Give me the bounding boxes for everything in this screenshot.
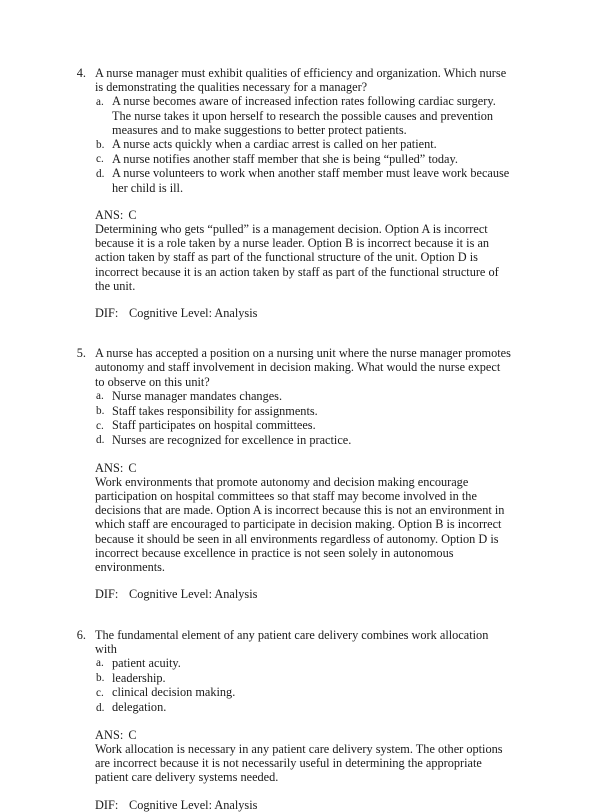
dif-value: Cognitive Level: Analysis xyxy=(129,587,258,602)
dif-line xyxy=(95,306,512,320)
dif-value: Cognitive Level: Analysis xyxy=(129,306,258,321)
option-text: A nurse notifies another staff member that she is being “pulled” today. xyxy=(112,151,458,166)
rationale-text: Work environments that promote autonomy and decision making encourage participation on hospital committees so that staff may become involved in the decisions that are made. Option A is incorrect because this is not an environment in which staff are encouraged to participate in decision making. Option B is incorrect because it should be seen in all environments regardless of autonomy. Option D is incorrect because excellence in practice is not seen solely in autonomous environments. xyxy=(95,474,505,575)
option-item xyxy=(70,433,512,448)
dif-line xyxy=(95,587,512,601)
option-letter: d. xyxy=(96,167,105,180)
option-item xyxy=(70,656,512,671)
dif-label: DIF: xyxy=(95,587,119,602)
option-list xyxy=(70,94,512,194)
answer-label: ANS: xyxy=(95,207,124,222)
dif-label: DIF: xyxy=(95,306,119,321)
option-item xyxy=(70,700,512,715)
option-text: delegation. xyxy=(112,700,167,715)
question-stem-text: The fundamental element of any patient care delivery combines work allocation with xyxy=(95,627,489,656)
option-list xyxy=(70,656,512,715)
answer-line xyxy=(95,728,512,742)
option-item xyxy=(70,152,512,167)
option-text: A nurse volunteers to work when another staff member must leave work because her child is ill. xyxy=(112,166,510,195)
question-block xyxy=(70,66,512,320)
rationale-text: Work allocation is necessary in any patient care delivery system. The other options are incorrect because it is not necessarily useful in determining the appropriate patient care delivery systems needed. xyxy=(95,741,503,785)
question-stem-text: A nurse manager must exhibit qualities of efficiency and organization. Which nurse is demonstrating the qualities necessary for a manager? xyxy=(95,66,507,95)
option-item xyxy=(70,418,512,433)
option-letter: c. xyxy=(96,686,104,699)
dif-label: DIF: xyxy=(95,797,119,812)
answer-label: ANS: xyxy=(95,460,124,475)
option-letter: b. xyxy=(96,405,105,418)
option-letter: c. xyxy=(96,419,104,432)
option-text: clinical decision making. xyxy=(112,685,236,700)
rationale-text: Determining who gets “pulled” is a management decision. Option A is incorrect because it is a role taken by a nurse leader. Option B is incorrect because it is an action taken by staff as part of the functional structure of the unit. Option D is incorrect because it is an action taken by staff as part of the functional structure of the unit. xyxy=(95,222,499,293)
dif-value: Cognitive Level: Analysis xyxy=(129,797,258,812)
answer-label: ANS: xyxy=(95,727,124,742)
option-text: A nurse becomes aware of increased infection rates following cardiac surgery. The nurse takes it upon herself to research the possible causes and prevention measures and to make suggestions to better protect patients. xyxy=(112,94,496,137)
question-stem xyxy=(70,628,512,656)
question-block xyxy=(70,346,512,601)
answer-value: C xyxy=(128,727,137,742)
question-block xyxy=(70,628,512,812)
option-text: Staff participates on hospital committees. xyxy=(112,418,316,433)
option-letter: d. xyxy=(96,434,105,447)
option-item xyxy=(70,94,512,137)
option-letter: b. xyxy=(96,672,105,685)
question-stem xyxy=(70,346,512,389)
answer-line xyxy=(95,461,512,475)
question-stem-text: A nurse has accepted a position on a nursing unit where the nurse manager promotes autonomy and staff involvement in decision making. What would the nurse expect to observe on this unit? xyxy=(95,346,511,389)
option-item xyxy=(70,137,512,152)
option-list xyxy=(70,389,512,448)
answer-value: C xyxy=(128,207,137,222)
question-stem xyxy=(70,66,512,94)
option-text: A nurse acts quickly when a cardiac arrest is called on her patient. xyxy=(112,137,437,152)
option-text: patient acuity. xyxy=(112,655,181,670)
option-item xyxy=(70,389,512,404)
dif-line xyxy=(95,798,512,812)
option-item xyxy=(70,671,512,686)
option-letter: a. xyxy=(96,95,104,108)
option-letter: c. xyxy=(96,153,104,166)
option-letter: a. xyxy=(96,657,104,670)
answer-value: C xyxy=(128,460,137,475)
option-item xyxy=(70,166,512,194)
option-text: Staff takes responsibility for assignments. xyxy=(112,403,318,418)
option-item xyxy=(70,404,512,419)
question-number: 5. xyxy=(76,346,86,361)
option-letter: d. xyxy=(96,701,105,714)
option-item xyxy=(70,685,512,700)
option-text: leadership. xyxy=(112,670,166,685)
option-text: Nurse manager mandates changes. xyxy=(112,388,283,403)
option-letter: b. xyxy=(96,138,105,151)
answer-line xyxy=(95,208,512,222)
question-number: 6. xyxy=(76,627,86,642)
option-text: Nurses are recognized for excellence in practice. xyxy=(112,432,352,447)
question-number: 4. xyxy=(76,66,86,80)
option-letter: a. xyxy=(96,390,104,403)
